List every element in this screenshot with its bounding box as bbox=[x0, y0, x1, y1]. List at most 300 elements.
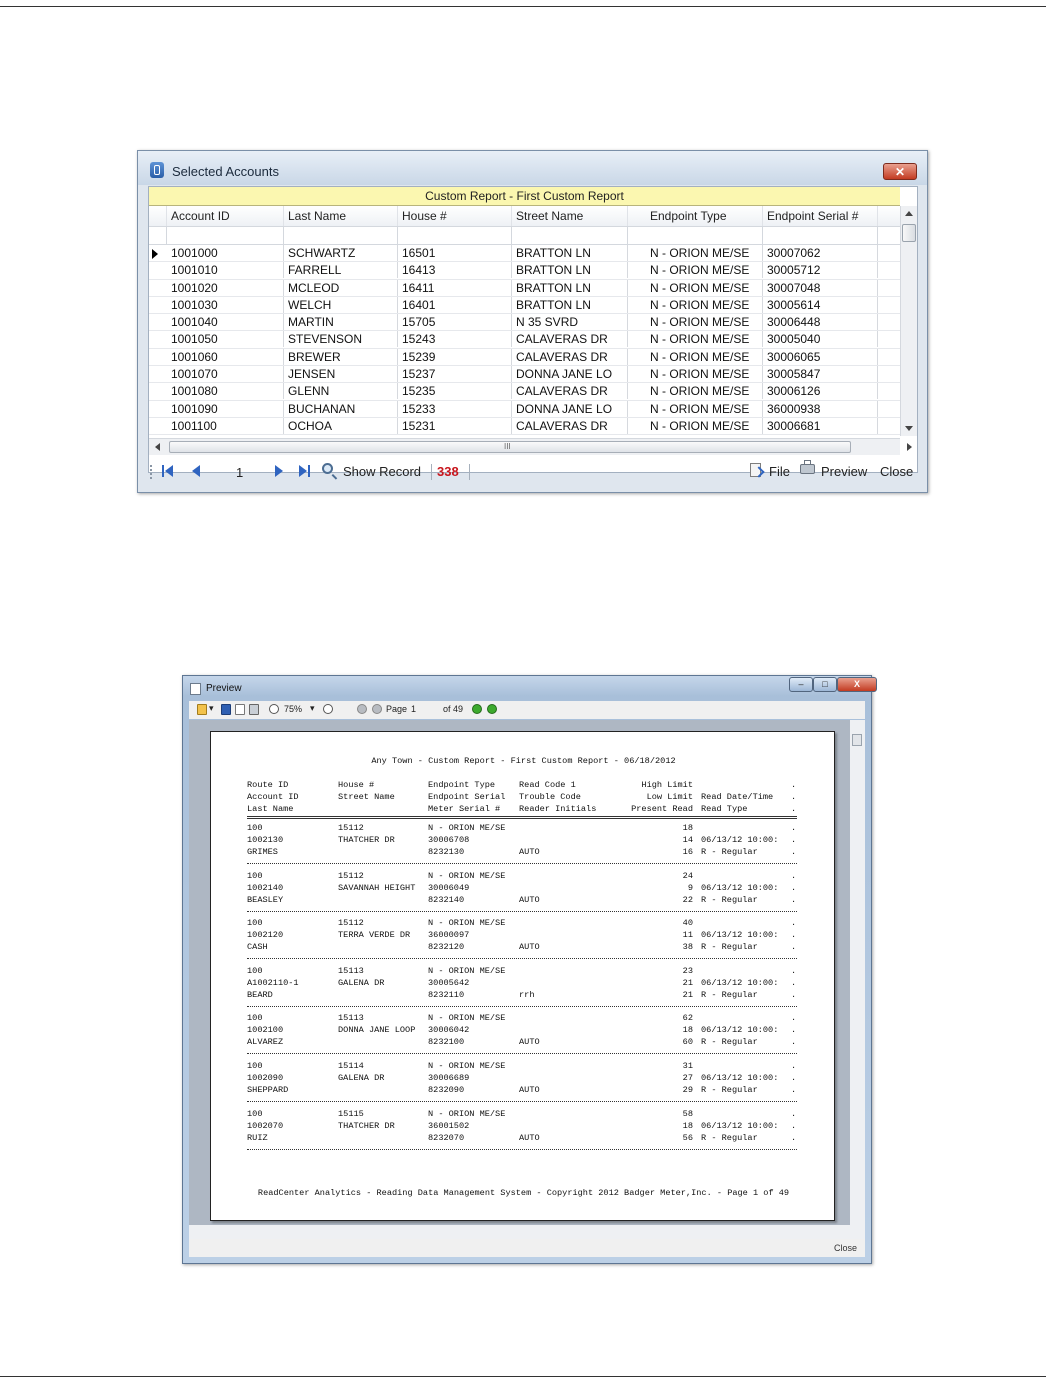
report-record-c2: TERRA VERDE DR bbox=[338, 930, 411, 941]
vertical-scroll-thumb[interactable] bbox=[902, 224, 916, 242]
report-record-c3: 30005642 bbox=[428, 977, 470, 988]
report-record-c3: 8232140 bbox=[428, 894, 465, 905]
report-record-c1: 1002130 bbox=[247, 835, 284, 845]
previous-arrow-icon bbox=[192, 465, 200, 477]
report-record-c3: 8232120 bbox=[428, 942, 465, 953]
first-arrow-icon bbox=[165, 465, 173, 477]
report-record-c3: 30006049 bbox=[428, 882, 470, 893]
cell-street-name[interactable]: DONNA JANE LO bbox=[512, 401, 628, 417]
report-record-c7: . bbox=[791, 1073, 797, 1083]
cell-endpoint-type[interactable]: N - ORION ME/SE bbox=[628, 280, 763, 296]
report-record-c3: 8232100 bbox=[428, 1037, 465, 1048]
cell-last-name[interactable]: FARRELL bbox=[284, 262, 398, 278]
cell-house[interactable]: 15705 bbox=[398, 314, 512, 330]
cell-endpoint-type[interactable]: N - ORION ME/SE bbox=[628, 297, 763, 313]
report-record-c1: BEARD bbox=[247, 989, 273, 1000]
cell-account-id[interactable]: 1001050 bbox=[167, 331, 284, 347]
cell-endpoint-serial[interactable]: 36000938 bbox=[763, 401, 878, 417]
record-separator bbox=[247, 1149, 797, 1150]
minimize-button[interactable]: – bbox=[789, 677, 813, 692]
cell-endpoint-type[interactable]: N - ORION ME/SE bbox=[628, 366, 763, 382]
report-record-c7: . bbox=[791, 1085, 797, 1095]
report-record-c5: 22 bbox=[682, 894, 693, 905]
scroll-up-icon[interactable] bbox=[905, 211, 913, 216]
top-rule bbox=[0, 6, 1046, 7]
cell-last-name[interactable]: OCHOA bbox=[284, 418, 398, 434]
separator bbox=[431, 464, 432, 480]
previous-record-button[interactable] bbox=[192, 465, 202, 479]
report-record-c2: DONNA JANE LOOP bbox=[338, 1025, 416, 1036]
maximize-button[interactable]: □ bbox=[813, 677, 837, 692]
row-selector-header bbox=[149, 206, 167, 226]
column-header-house[interactable]: House # bbox=[398, 206, 512, 226]
report-header-c2: House # bbox=[338, 780, 375, 790]
report-record-c7: . bbox=[791, 942, 797, 953]
report-header-c6: Read Type bbox=[701, 804, 748, 814]
report-record-c3: 30006689 bbox=[428, 1073, 470, 1083]
cell-last-name[interactable]: JENSEN bbox=[284, 366, 398, 382]
report-header-c5: Present Read bbox=[631, 804, 693, 814]
next-page-icon[interactable] bbox=[472, 704, 482, 714]
report-record-c4: AUTO bbox=[519, 1132, 540, 1143]
report-record-c1: 100 bbox=[247, 1013, 263, 1024]
report-record-c6: R - Regular bbox=[701, 989, 758, 1000]
cell-account-id[interactable]: 1001000 bbox=[167, 245, 284, 261]
report-record-c5: 11 bbox=[682, 930, 693, 941]
grid-vertical-scrollbar[interactable] bbox=[900, 206, 918, 436]
cell-street-name[interactable]: CALAVERAS DR bbox=[512, 331, 628, 347]
grid-caption: Custom Report - First Custom Report bbox=[149, 187, 900, 206]
preview-status-bar bbox=[189, 1239, 865, 1257]
scroll-grip: III bbox=[504, 442, 511, 451]
report-record-c3: 36000097 bbox=[428, 930, 470, 941]
report-record-c1: 100 bbox=[247, 870, 263, 881]
report-record-c3: N - ORION ME/SE bbox=[428, 1013, 506, 1024]
report-record-c6: R - Regular bbox=[701, 1132, 758, 1143]
report-record-c6: 06/13/12 10:00: bbox=[701, 977, 779, 988]
report-record-c5: 27 bbox=[682, 1073, 693, 1083]
table-row[interactable] bbox=[149, 314, 900, 331]
preview-canvas bbox=[189, 720, 865, 1240]
cell-street-name[interactable]: BRATTON LN bbox=[512, 297, 628, 313]
report-header-c4: Read Code 1 bbox=[519, 780, 576, 790]
page-count: of 49 bbox=[443, 704, 464, 714]
cell-endpoint-serial[interactable]: 30006448 bbox=[763, 314, 878, 330]
record-separator bbox=[247, 911, 797, 912]
report-record-c5: 14 bbox=[682, 835, 693, 845]
report-record-c7: . bbox=[791, 894, 797, 905]
report-footer: ReadCenter Analytics - Reading Data Management System - Copyright 2012 Badger Meter,Inc. - Page 1 of 49 bbox=[257, 1188, 790, 1198]
last-record-button[interactable] bbox=[299, 465, 311, 479]
report-record-c5: 18 bbox=[682, 823, 693, 833]
cell-endpoint-serial[interactable]: 30006681 bbox=[763, 418, 878, 434]
report-record-c6: R - Regular bbox=[701, 847, 758, 857]
report-record-c2: 15113 bbox=[338, 1013, 364, 1024]
cell-endpoint-serial[interactable]: 30005847 bbox=[763, 366, 878, 382]
previous-page-icon[interactable] bbox=[372, 704, 382, 714]
header-separator bbox=[247, 816, 797, 819]
cell-account-id[interactable]: 1001060 bbox=[167, 349, 284, 365]
preview-toolbar bbox=[189, 701, 865, 719]
filter-endpoint-type[interactable] bbox=[628, 227, 763, 244]
table-row[interactable] bbox=[149, 383, 900, 400]
report-record-c2: 15113 bbox=[338, 965, 364, 976]
report-header-c1: Route ID bbox=[247, 780, 289, 790]
filter-house[interactable] bbox=[398, 227, 512, 244]
report-record-c7: . bbox=[791, 930, 797, 941]
preview-button[interactable]: Preview bbox=[821, 464, 868, 479]
cell-account-id[interactable]: 1001090 bbox=[167, 401, 284, 417]
report-header-c3: Endpoint Type bbox=[428, 780, 496, 790]
report-record-c1: 100 bbox=[247, 823, 263, 833]
record-separator bbox=[247, 958, 797, 959]
cell-last-name[interactable]: BREWER bbox=[284, 349, 398, 365]
record-count: 338 bbox=[437, 464, 459, 479]
report-header-c6: Read Date/Time bbox=[701, 792, 774, 802]
cell-endpoint-type[interactable]: N - ORION ME/SE bbox=[628, 349, 763, 365]
cell-endpoint-serial[interactable]: 30007062 bbox=[763, 245, 878, 261]
report-header-c7: . bbox=[791, 780, 797, 790]
report-header-c4: Reader Initials bbox=[519, 804, 597, 814]
zoom-in-icon[interactable] bbox=[323, 704, 333, 714]
filter-row bbox=[149, 227, 900, 245]
report-record-c4: AUTO bbox=[519, 847, 540, 857]
report-record-c7: . bbox=[791, 870, 797, 881]
grid-horizontal-scrollbar[interactable] bbox=[149, 438, 900, 455]
report-header-c3: Endpoint Serial bbox=[428, 792, 506, 802]
grid-rows bbox=[149, 245, 900, 435]
report-record-c3: N - ORION ME/SE bbox=[428, 823, 506, 833]
report-record-c2: SAVANNAH HEIGHT bbox=[338, 882, 416, 893]
report-record-c6: 06/13/12 10:00: bbox=[701, 1120, 779, 1131]
save-icon[interactable] bbox=[221, 704, 231, 715]
report-record-c5: 23 bbox=[682, 965, 693, 976]
report-record-c2: GALENA DR bbox=[338, 1073, 385, 1083]
report-record-c7: . bbox=[791, 977, 797, 988]
report-record-c5: 29 bbox=[682, 1085, 693, 1095]
cell-endpoint-type[interactable]: N - ORION ME/SE bbox=[628, 331, 763, 347]
report-title: Any Town - Custom Report - First Custom Report - 06/18/2012 bbox=[371, 756, 676, 766]
report-record-c5: 24 bbox=[682, 870, 693, 881]
current-row-indicator-icon bbox=[152, 249, 158, 259]
first-bar-icon bbox=[162, 465, 164, 477]
cell-house[interactable]: 15239 bbox=[398, 349, 512, 365]
column-header-endpoint-type[interactable]: Endpoint Type bbox=[628, 206, 763, 226]
report-record-c6: 06/13/12 10:00: bbox=[701, 1073, 779, 1083]
report-record-c3: 30006708 bbox=[428, 835, 470, 845]
current-record-field[interactable]: 1 bbox=[236, 465, 244, 480]
open-folder-icon[interactable] bbox=[197, 704, 207, 715]
cell-street-name[interactable]: BRATTON LN bbox=[512, 262, 628, 278]
report-record-c3: 8232110 bbox=[428, 989, 465, 1000]
cell-street-name[interactable]: BRATTON LN bbox=[512, 280, 628, 296]
separator bbox=[469, 464, 470, 480]
report-record-c1: SHEPPARD bbox=[247, 1085, 289, 1095]
report-page bbox=[210, 731, 835, 1221]
report-record-c1: 1002140 bbox=[247, 882, 284, 893]
preview-scroll-thumb[interactable] bbox=[852, 734, 862, 746]
report-record-c1: BEASLEY bbox=[247, 894, 284, 905]
report-record-c7: . bbox=[791, 1025, 797, 1036]
report-record-c1: 1002100 bbox=[247, 1025, 284, 1036]
cell-endpoint-serial[interactable]: 30005712 bbox=[763, 262, 878, 278]
report-record-c7: . bbox=[791, 1120, 797, 1131]
table-row[interactable] bbox=[149, 418, 900, 435]
cell-street-name[interactable]: CALAVERAS DR bbox=[512, 383, 628, 399]
report-record-c5: 18 bbox=[682, 1025, 693, 1036]
report-record-c4: AUTO bbox=[519, 942, 540, 953]
first-page-icon[interactable] bbox=[357, 704, 367, 714]
report-record-c6: R - Regular bbox=[701, 1085, 758, 1095]
report-record-c7: . bbox=[791, 965, 797, 976]
report-record-c6: 06/13/12 10:00: bbox=[701, 1025, 779, 1036]
report-record-c1: 1002090 bbox=[247, 1073, 284, 1083]
report-header-c1: Account ID bbox=[247, 792, 299, 802]
cell-account-id[interactable]: 1001020 bbox=[167, 280, 284, 296]
report-header-c7: . bbox=[791, 792, 797, 802]
close-window-button[interactable]: X bbox=[837, 677, 877, 692]
column-header-last-name[interactable]: Last Name bbox=[284, 206, 398, 226]
dropdown-arrow-icon[interactable]: ▾ bbox=[209, 703, 214, 713]
report-record-c1: GRIMES bbox=[247, 847, 278, 857]
cell-street-name[interactable]: CALAVERAS DR bbox=[512, 349, 628, 365]
report-record-c1: 1002070 bbox=[247, 1120, 284, 1131]
print-icon[interactable] bbox=[249, 704, 259, 715]
next-arrow-icon bbox=[275, 465, 283, 477]
preview-close-button[interactable]: Close bbox=[833, 1243, 857, 1253]
report-record-c4: AUTO bbox=[519, 1037, 540, 1048]
close-button[interactable]: Close bbox=[880, 464, 914, 479]
table-row[interactable] bbox=[149, 349, 900, 366]
report-record-c6: R - Regular bbox=[701, 942, 758, 953]
cell-house[interactable]: 15233 bbox=[398, 401, 512, 417]
report-record-c7: . bbox=[791, 835, 797, 845]
report-record-c3: 30006042 bbox=[428, 1025, 470, 1036]
report-record-c1: CASH bbox=[247, 942, 268, 953]
cell-last-name[interactable]: MCLEOD bbox=[284, 280, 398, 296]
table-row[interactable] bbox=[149, 245, 900, 262]
cell-street-name[interactable]: DONNA JANE LO bbox=[512, 366, 628, 382]
report-record-c7: . bbox=[791, 1037, 797, 1048]
cell-endpoint-type[interactable]: N - ORION ME/SE bbox=[628, 401, 763, 417]
report-record-c3: N - ORION ME/SE bbox=[428, 965, 506, 976]
table-row[interactable] bbox=[149, 401, 900, 418]
report-record-c5: 31 bbox=[682, 1061, 693, 1071]
app-icon bbox=[150, 162, 164, 178]
selected-accounts-window bbox=[137, 150, 928, 493]
report-record-c3: 8232070 bbox=[428, 1132, 465, 1143]
cell-endpoint-type[interactable]: N - ORION ME/SE bbox=[628, 314, 763, 330]
search-icon[interactable] bbox=[322, 463, 333, 474]
zoom-dropdown-icon[interactable]: ▾ bbox=[310, 703, 315, 713]
close-window-button[interactable]: ✕ bbox=[883, 163, 917, 180]
report-header-c3: Meter Serial # bbox=[428, 804, 501, 814]
scroll-right-icon[interactable] bbox=[907, 443, 912, 451]
show-record-button[interactable]: Show Record bbox=[343, 464, 422, 479]
cell-endpoint-type[interactable]: N - ORION ME/SE bbox=[628, 383, 763, 399]
cell-endpoint-serial[interactable]: 30006126 bbox=[763, 383, 878, 399]
next-record-button[interactable] bbox=[275, 465, 285, 479]
cell-account-id[interactable]: 1001070 bbox=[167, 366, 284, 382]
cell-endpoint-type[interactable]: N - ORION ME/SE bbox=[628, 245, 763, 261]
report-header-c5: High Limit bbox=[641, 780, 693, 790]
record-separator bbox=[247, 1101, 797, 1102]
report-record-c3: 8232130 bbox=[428, 847, 465, 857]
report-record-c2: GALENA DR bbox=[338, 977, 385, 988]
cell-last-name[interactable]: SCHWARTZ bbox=[284, 245, 398, 261]
report-record-c6: 06/13/12 10:00: bbox=[701, 930, 779, 941]
filter-account-id[interactable] bbox=[167, 227, 284, 244]
report-header-c5: Low Limit bbox=[646, 792, 693, 802]
table-row[interactable] bbox=[149, 366, 900, 383]
report-record-c5: 16 bbox=[682, 847, 693, 857]
grid-header bbox=[149, 206, 900, 227]
page-number-field[interactable]: 1 bbox=[411, 704, 417, 714]
report-record-c5: 60 bbox=[682, 1037, 693, 1048]
report-record-c2: 15112 bbox=[338, 870, 364, 881]
scroll-left-icon[interactable] bbox=[155, 443, 160, 451]
accounts-grid bbox=[148, 186, 918, 473]
report-record-c1: 1002120 bbox=[247, 930, 284, 941]
cell-street-name[interactable]: CALAVERAS DR bbox=[512, 418, 628, 434]
cell-endpoint-serial[interactable]: 30006065 bbox=[763, 349, 878, 365]
report-record-c7: . bbox=[791, 1061, 797, 1071]
cell-endpoint-serial[interactable]: 30007048 bbox=[763, 280, 878, 296]
cell-endpoint-serial[interactable]: 30005040 bbox=[763, 331, 878, 347]
record-navigator bbox=[148, 459, 918, 485]
zoom-level[interactable]: 75% bbox=[284, 704, 303, 714]
cell-account-id[interactable]: 1001010 bbox=[167, 262, 284, 278]
cell-endpoint-type[interactable]: N - ORION ME/SE bbox=[628, 262, 763, 278]
table-row[interactable] bbox=[149, 262, 900, 279]
cell-account-id[interactable]: 1001100 bbox=[167, 418, 284, 434]
new-page-icon[interactable] bbox=[235, 704, 245, 715]
report-record-c7: . bbox=[791, 918, 797, 929]
report-record-c5: 9 bbox=[687, 882, 693, 893]
last-bar-icon bbox=[308, 465, 310, 477]
table-row[interactable] bbox=[149, 331, 900, 348]
report-record-c4: AUTO bbox=[519, 1085, 540, 1095]
report-record-c6: 06/13/12 10:00: bbox=[701, 835, 779, 845]
cell-last-name[interactable]: BUCHANAN bbox=[284, 401, 398, 417]
cell-last-name[interactable]: MARTIN bbox=[284, 314, 398, 330]
record-separator bbox=[247, 863, 797, 864]
record-separator bbox=[247, 1053, 797, 1054]
column-header-account-id[interactable]: Account ID bbox=[167, 206, 284, 226]
cell-last-name[interactable]: GLENN bbox=[284, 383, 398, 399]
report-record-c3: 8232090 bbox=[428, 1085, 465, 1095]
cell-last-name[interactable]: STEVENSON bbox=[284, 331, 398, 347]
cell-house[interactable]: 15243 bbox=[398, 331, 512, 347]
cell-endpoint-serial[interactable]: 30005614 bbox=[763, 297, 878, 313]
report-record-c2: 15115 bbox=[338, 1108, 364, 1119]
report-record-c4: AUTO bbox=[519, 894, 540, 905]
report-record-c2: 15114 bbox=[338, 1061, 364, 1071]
report-record-c2: THATCHER DR bbox=[338, 835, 395, 845]
table-row[interactable] bbox=[149, 280, 900, 297]
report-record-c1: RUIZ bbox=[247, 1132, 268, 1143]
cell-endpoint-type[interactable]: N - ORION ME/SE bbox=[628, 418, 763, 434]
report-record-c3: N - ORION ME/SE bbox=[428, 1108, 506, 1119]
title-bar bbox=[138, 151, 927, 185]
report-record-c5: 38 bbox=[682, 942, 693, 953]
file-button[interactable]: File bbox=[769, 464, 790, 479]
report-record-c2: 15112 bbox=[338, 918, 364, 929]
report-record-c5: 21 bbox=[682, 977, 693, 988]
report-record-c2: 15112 bbox=[338, 823, 364, 833]
cell-house[interactable]: 16411 bbox=[398, 280, 512, 296]
preview-vertical-scrollbar[interactable] bbox=[850, 720, 865, 1225]
last-page-icon[interactable] bbox=[487, 704, 497, 714]
report-record-c1: 100 bbox=[247, 1061, 263, 1071]
report-record-c7: . bbox=[791, 989, 797, 1000]
file-export-icon[interactable] bbox=[750, 463, 761, 477]
report-record-c6: R - Regular bbox=[701, 1037, 758, 1048]
report-record-c5: 40 bbox=[682, 918, 693, 929]
cell-street-name[interactable]: N 35 SVRD bbox=[512, 314, 628, 330]
report-record-c6: R - Regular bbox=[701, 894, 758, 905]
toolbar-grip bbox=[150, 465, 154, 479]
page-label: Page bbox=[386, 704, 408, 714]
zoom-out-icon[interactable] bbox=[269, 704, 279, 714]
report-record-c1: 100 bbox=[247, 1108, 263, 1119]
filter-selector bbox=[149, 227, 167, 244]
printer-icon[interactable] bbox=[800, 464, 815, 474]
report-record-c1: A1002110-1 bbox=[247, 977, 299, 988]
cell-house[interactable]: 15231 bbox=[398, 418, 512, 434]
filter-endpoint-serial[interactable] bbox=[763, 227, 878, 244]
filter-street-name[interactable] bbox=[512, 227, 628, 244]
preview-horizontal-scrollbar[interactable] bbox=[189, 1225, 865, 1240]
column-header-street-name[interactable]: Street Name bbox=[512, 206, 628, 226]
cell-account-id[interactable]: 1001030 bbox=[167, 297, 284, 313]
report-record-c5: 58 bbox=[682, 1108, 693, 1119]
cell-last-name[interactable]: WELCH bbox=[284, 297, 398, 313]
cell-house[interactable]: 15235 bbox=[398, 383, 512, 399]
cell-house[interactable]: 16413 bbox=[398, 262, 512, 278]
bottom-rule bbox=[0, 1376, 1046, 1377]
cell-account-id[interactable]: 1001080 bbox=[167, 383, 284, 399]
report-record-c1: 100 bbox=[247, 965, 263, 976]
report-header-c1: Last Name bbox=[247, 804, 294, 814]
cell-house[interactable]: 16401 bbox=[398, 297, 512, 313]
report-record-c1: ALVAREZ bbox=[247, 1037, 284, 1048]
report-record-c2: THATCHER DR bbox=[338, 1120, 395, 1131]
cell-house[interactable]: 16501 bbox=[398, 245, 512, 261]
column-header-endpoint-serial[interactable]: Endpoint Serial # bbox=[763, 206, 878, 226]
report-record-c6: 06/13/12 10:00: bbox=[701, 882, 779, 893]
scroll-down-icon[interactable] bbox=[905, 426, 913, 431]
first-record-button[interactable] bbox=[162, 465, 174, 479]
cell-account-id[interactable]: 1001040 bbox=[167, 314, 284, 330]
report-record-c3: N - ORION ME/SE bbox=[428, 870, 506, 881]
cell-street-name[interactable]: BRATTON LN bbox=[512, 245, 628, 261]
preview-window bbox=[182, 675, 872, 1264]
report-record-c7: . bbox=[791, 1132, 797, 1143]
report-record-c7: . bbox=[791, 823, 797, 833]
record-separator bbox=[247, 1006, 797, 1007]
last-arrow-icon bbox=[299, 465, 307, 477]
filter-last-name[interactable] bbox=[284, 227, 398, 244]
cell-house[interactable]: 15237 bbox=[398, 366, 512, 382]
report-record-c5: 18 bbox=[682, 1120, 693, 1131]
window-title: Selected Accounts bbox=[172, 164, 279, 179]
report-record-c3: N - ORION ME/SE bbox=[428, 918, 506, 929]
report-record-c3: 36001502 bbox=[428, 1120, 470, 1131]
report-record-c3: N - ORION ME/SE bbox=[428, 1061, 506, 1071]
report-header-c4: Trouble Code bbox=[519, 792, 581, 802]
table-row[interactable] bbox=[149, 297, 900, 314]
